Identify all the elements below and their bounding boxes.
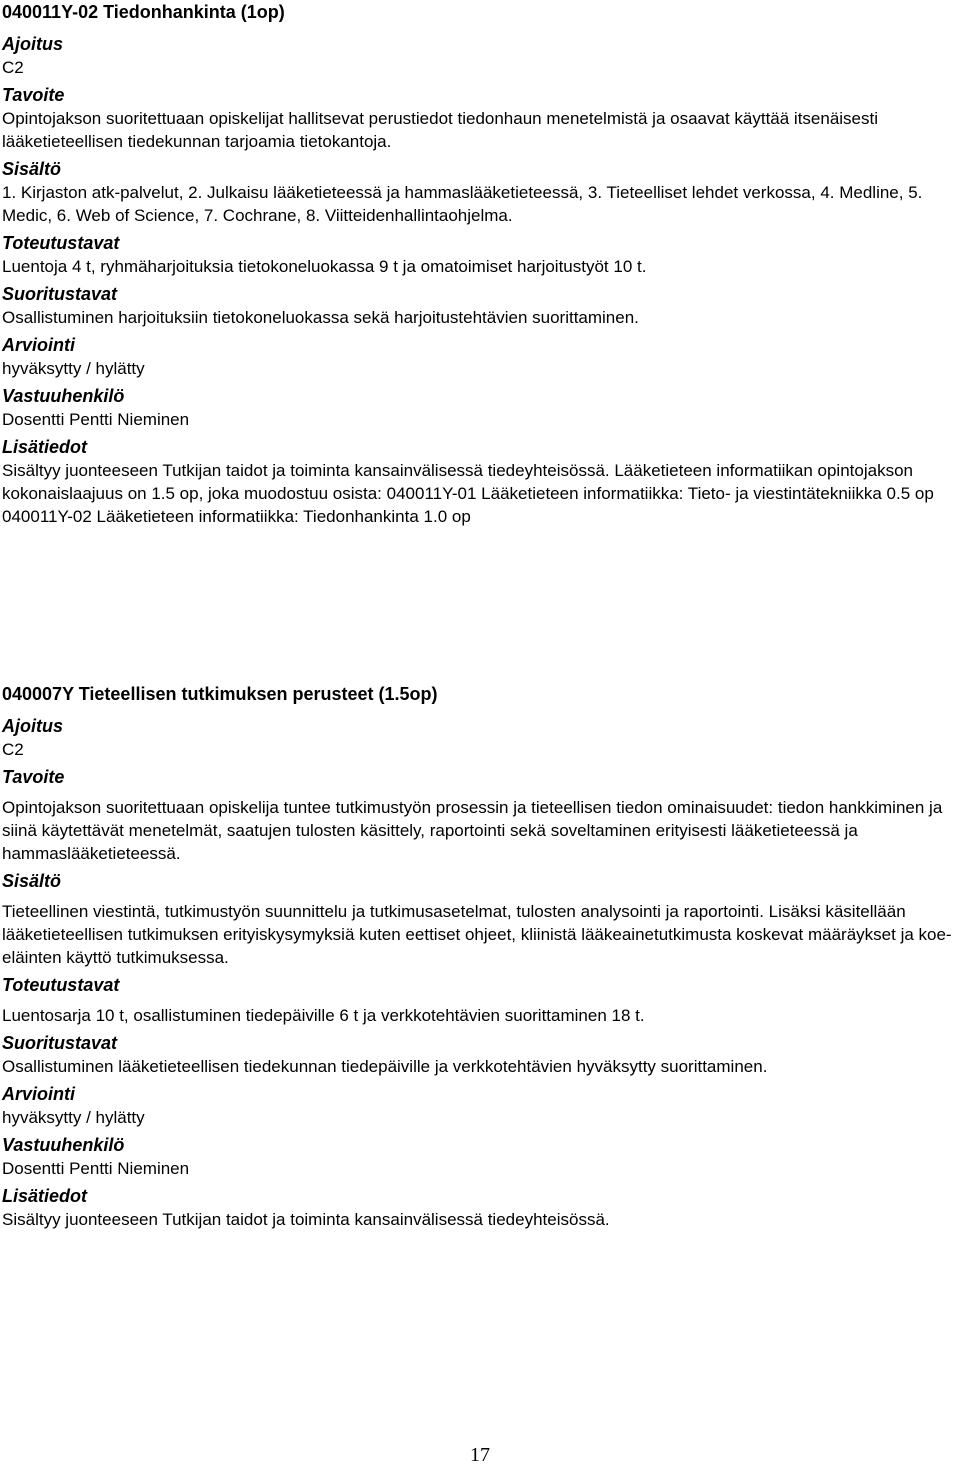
section-heading: Toteutustavat	[2, 233, 120, 253]
section-heading: Lisätiedot	[2, 1186, 88, 1206]
section-lisatiedot	[2, 431, 958, 528]
section-body: C2	[2, 58, 24, 77]
section-toteutustavat	[2, 227, 958, 278]
section-sisalto	[2, 153, 958, 227]
section-heading: Vastuuhenkilö	[2, 1135, 125, 1155]
section-heading: Lisätiedot	[2, 437, 88, 457]
course-title: 040011Y-02 Tiedonhankinta (1op)	[2, 2, 285, 22]
section-body: Osallistuminen harjoituksiin tietokoneluokassa sekä harjoitustehtävien suorittaminen.	[2, 308, 639, 327]
section-heading: Sisältö	[2, 871, 62, 891]
section-heading: Sisältö	[2, 159, 62, 179]
section-heading: Ajoitus	[2, 34, 63, 54]
course-title: 040007Y Tieteellisen tutkimuksen perusteet (1.5op)	[2, 684, 438, 704]
section-vastuuhenkilo	[2, 380, 958, 431]
course-040007Y	[2, 682, 958, 1231]
section-heading: Suoritustavat	[2, 1033, 118, 1053]
section-body: Opintojakson suoritettuaan opiskelija tuntee tutkimustyön prosessin ja tieteellisen tiedon ominaisuudet: tiedon hankkiminen ja siinä käytettävät menetelmät, saatujen tulosten käsittely, raportointi sekä soveltaminen erityisesti lääketieteessä ja hammaslääketieteessä.	[2, 798, 943, 863]
section-heading: Arviointi	[2, 1084, 76, 1104]
section-toteutustavat	[2, 969, 958, 1027]
section-body: Sisältyy juonteeseen Tutkijan taidot ja toiminta kansainvälisessä tiedeyhteisössä. Lääketieteen informatiikan opintojakson kokonaislaajuus on 1.5 op, joka muodostuu osista: 040011Y-01 Lääketieteen informatiikka: Tieto- ja viestintätekniikka 0.5 op 040011Y-02 Lääketieteen informatiikka: Tiedonhankinta 1.0 op	[2, 461, 934, 526]
section-body: Sisältyy juonteeseen Tutkijan taidot ja toiminta kansainvälisessä tiedeyhteisössä.	[2, 1210, 610, 1229]
section-heading: Tavoite	[2, 767, 65, 787]
section-tavoite	[2, 761, 958, 865]
section-arviointi	[2, 1078, 958, 1129]
spacer	[2, 789, 958, 796]
section-arviointi	[2, 329, 958, 380]
section-body: Dosentti Pentti Nieminen	[2, 1159, 190, 1178]
section-ajoitus	[2, 28, 958, 79]
section-heading: Tavoite	[2, 85, 65, 105]
spacer	[2, 997, 958, 1004]
section-body: C2	[2, 740, 24, 759]
section-body: Osallistuminen lääketieteellisen tiedekunnan tiedepäiville ja verkkotehtävien hyväksytty suorittaminen.	[2, 1057, 768, 1076]
page-number: 17	[470, 1444, 490, 1466]
section-body: Tieteellinen viestintä, tutkimustyön suunnittelu ja tutkimusasetelmat, tulosten analysointi ja raportointi. Lisäksi käsitellään lääketieteellisen tutkimuksen erityiskysymyksiä kuten eettiset ohjeet, kliinistä lääkeainetutkimusta koskevat määräykset ja koe-eläinten käyttö tutkimuksessa.	[2, 902, 952, 967]
section-heading: Ajoitus	[2, 716, 63, 736]
section-vastuuhenkilo	[2, 1129, 958, 1180]
section-body: hyväksytty / hylätty	[2, 359, 145, 378]
section-ajoitus	[2, 710, 958, 761]
section-sisalto	[2, 865, 958, 969]
section-suoritustavat	[2, 278, 958, 329]
section-body: Dosentti Pentti Nieminen	[2, 410, 190, 429]
section-heading: Toteutustavat	[2, 975, 120, 995]
section-heading: Vastuuhenkilö	[2, 386, 125, 406]
section-body: hyväksytty / hylätty	[2, 1108, 145, 1127]
section-lisatiedot	[2, 1180, 958, 1231]
section-body: Opintojakson suoritettuaan opiskelijat hallitsevat perustiedot tiedonhaun menetelmistä ja osaavat käyttää itsenäisesti lääketieteellisen tiedekunnan tarjoamia tietokantoja.	[2, 109, 879, 151]
section-heading: Suoritustavat	[2, 284, 118, 304]
section-body: Luentosarja 10 t, osallistuminen tiedepäiville 6 t ja verkkotehtävien suorittaminen 18 t.	[2, 1006, 645, 1025]
section-suoritustavat	[2, 1027, 958, 1078]
section-tavoite	[2, 79, 958, 153]
spacer	[2, 893, 958, 900]
course-040011Y-02	[2, 0, 958, 528]
section-body: Luentoja 4 t, ryhmäharjoituksia tietokoneluokassa 9 t ja omatoimiset harjoitustyöt 10 t.	[2, 257, 647, 276]
section-body: 1. Kirjaston atk-palvelut, 2. Julkaisu lääketieteessä ja hammaslääketieteessä, 3. Tieteelliset lehdet verkossa, 4. Medline, 5. Medic, 6. Web of Science, 7. Cochrane, 8. Viitteidenhallintaohjelma.	[2, 183, 923, 225]
section-heading: Arviointi	[2, 335, 76, 355]
